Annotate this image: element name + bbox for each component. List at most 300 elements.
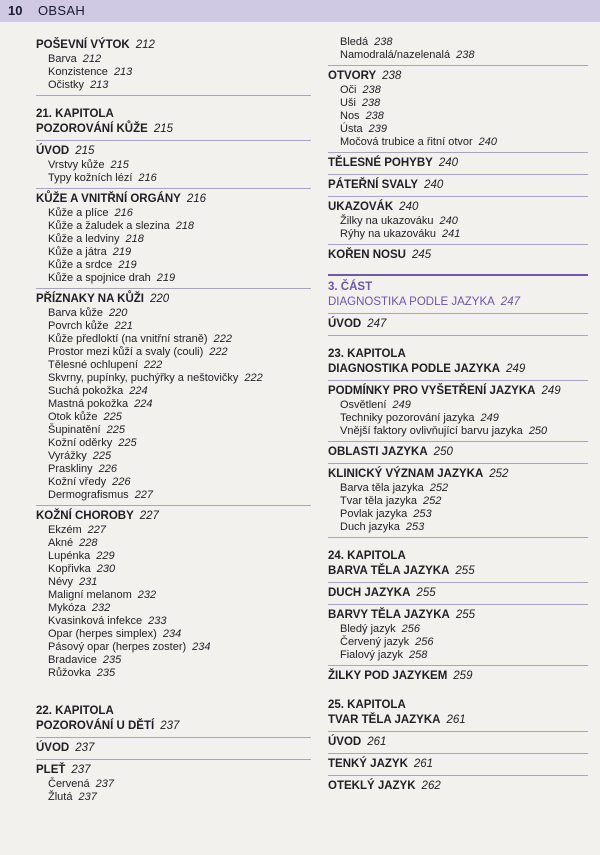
toc-page-number: 240	[478, 136, 498, 148]
toc-entry-title: Névy	[48, 576, 74, 588]
toc-page-number: 255	[455, 565, 475, 577]
toc-page-number: 238	[382, 70, 402, 82]
toc-subentry	[36, 398, 311, 411]
toc-page-number: 252	[489, 468, 509, 480]
toc-page-number: 213	[90, 79, 109, 91]
toc-page-number: 219	[118, 259, 137, 271]
toc-section	[328, 608, 588, 666]
toc-subentry	[36, 576, 311, 589]
toc-page-number: 261	[413, 758, 434, 770]
toc-heading	[328, 69, 588, 84]
toc-entry-title: Bledý jazyk	[340, 623, 396, 635]
toc-entry-title: 21. KAPITOLA	[36, 108, 114, 120]
toc-subentry	[328, 136, 588, 149]
toc-subentry	[328, 649, 588, 662]
toc-chapter-title	[36, 719, 311, 734]
toc-entry-title: Kůže a spojnice drah	[48, 272, 151, 284]
toc-page-number: 258	[408, 649, 428, 661]
toc-subentry	[36, 524, 311, 537]
toc-entry-title: Lupénka	[48, 550, 91, 562]
toc-entry-title: Techniky pozorování jazyka	[340, 412, 475, 424]
toc-entry-title: Oči	[340, 84, 357, 96]
toc-subentry	[328, 521, 588, 534]
section-spacer	[36, 99, 311, 107]
toc-page-number: 256	[415, 636, 434, 648]
toc-page-number: 233	[148, 615, 167, 627]
toc-entry-title: ŽILKY POD JAZYKEM	[328, 670, 448, 682]
toc-page-number: 249	[392, 399, 411, 411]
toc-page-number: 222	[244, 372, 263, 384]
toc-entry-title: Bledá	[340, 36, 369, 48]
toc-page-number: 221	[114, 320, 133, 332]
toc-subentry	[36, 589, 311, 602]
toc-subentry	[36, 489, 311, 502]
toc-section	[36, 292, 311, 506]
toc-entry-title: Tvar těla jazyka	[340, 495, 418, 507]
toc-heading	[328, 467, 588, 482]
toc-page-number: 212	[135, 39, 155, 51]
toc-page-number: 224	[129, 385, 148, 397]
toc-section	[328, 549, 588, 583]
toc-subentry	[36, 233, 311, 246]
toc-entry-title: Bradavice	[48, 654, 97, 666]
toc-subentry	[36, 463, 311, 476]
toc-heading	[36, 509, 311, 524]
toc-entry-title: DIAGNOSTIKA PODLE JAZYKA	[328, 363, 501, 375]
toc-page-number: 235	[102, 654, 122, 666]
toc-subentry	[36, 246, 311, 259]
toc-entry-title: Kůže a ledviny	[48, 233, 120, 245]
toc-page-number: 218	[175, 220, 195, 232]
toc-chapter-title	[328, 549, 588, 564]
page-number: 10	[8, 3, 23, 18]
toc-heading	[328, 735, 588, 750]
toc-entry-title: Barva kůže	[48, 307, 104, 319]
toc-entry-title: 3. ČÁST	[328, 281, 373, 293]
toc-entry-title: Ekzém	[48, 524, 82, 536]
toc-entry-title: Suchá pokožka	[48, 385, 124, 397]
toc-entry-title: Skvrny, pupínky, puchýřky a neštovičky	[48, 372, 239, 384]
toc-section	[36, 38, 311, 96]
toc-page-number: 219	[112, 246, 132, 258]
toc-column-right	[328, 36, 588, 800]
toc-entry-title: Kůže a plíce	[48, 207, 109, 219]
toc-page-number: 237	[75, 742, 95, 754]
toc-subentry	[328, 97, 588, 110]
toc-subentry	[36, 411, 311, 424]
toc-subentry	[36, 159, 311, 172]
toc-entry-title: ÚVOD	[36, 145, 70, 157]
toc-subentry	[328, 49, 588, 62]
toc-chapter-title	[328, 280, 588, 295]
toc-entry-title: 23. KAPITOLA	[328, 348, 406, 360]
toc-subentry	[328, 482, 588, 495]
toc-subentry	[328, 110, 588, 123]
toc-section	[328, 274, 588, 314]
toc-section	[328, 586, 588, 605]
toc-entry-title: BARVA TĚLA JAZYKA	[328, 565, 450, 577]
toc-entry-title: Barva těla jazyka	[340, 482, 424, 494]
toc-section	[328, 757, 588, 776]
toc-heading	[328, 757, 588, 772]
toc-page-number: 216	[114, 207, 133, 219]
toc-entry-title: TVAR TĚLA JAZYKA	[328, 714, 441, 726]
toc-entry-title: DUCH JAZYKA	[328, 587, 411, 599]
toc-subentry	[36, 320, 311, 333]
toc-entry-title: Prostor mezi kůží a svaly (couli)	[48, 346, 204, 358]
toc-heading	[328, 669, 588, 684]
toc-entry-title: Růžovka	[48, 667, 91, 679]
toc-page-number: 249	[480, 412, 499, 424]
toc-entry-title: Nos	[340, 110, 360, 122]
toc-page-number: 225	[118, 437, 137, 449]
toc-page-number: 250	[433, 446, 453, 458]
toc-section	[328, 200, 588, 245]
toc-entry-title: Mastná pokožka	[48, 398, 129, 410]
toc-section	[328, 445, 588, 464]
toc-subentry	[36, 259, 311, 272]
toc-entry-title: Konzistence	[48, 66, 108, 78]
toc-subentry	[328, 495, 588, 508]
toc-chapter-title	[36, 107, 311, 122]
toc-section	[36, 107, 311, 141]
toc-page-number: 241	[442, 228, 461, 240]
toc-section	[328, 248, 588, 266]
section-spacer	[328, 690, 588, 698]
toc-subentry	[328, 623, 588, 636]
toc-subentry	[36, 372, 311, 385]
toc-subentry	[36, 207, 311, 220]
toc-page-number: 227	[134, 489, 154, 501]
toc-page-number: 227	[139, 510, 159, 522]
toc-heading	[328, 384, 588, 399]
toc-section	[36, 144, 311, 189]
toc-entry-title: Vnější faktory ovlivňující barvu jazyka	[340, 425, 523, 437]
toc-entry-title: TENKÝ JAZYK	[328, 758, 408, 770]
toc-chapter-title	[328, 347, 588, 362]
toc-page-number: 240	[399, 201, 419, 213]
toc-chapter-title	[328, 698, 588, 713]
toc-page-number: 218	[125, 233, 144, 245]
toc-heading	[328, 779, 588, 794]
toc-page-number: 228	[79, 537, 98, 549]
toc-entry-title: POŠEVNÍ VÝTOK	[36, 39, 130, 51]
toc-subentry	[36, 450, 311, 463]
toc-page-number: 237	[71, 764, 91, 776]
toc-heading	[328, 178, 588, 193]
toc-entry-title: Maligní melanom	[48, 589, 132, 601]
toc-entry-title: Vyrážky	[48, 450, 87, 462]
toc-subentry	[328, 425, 588, 438]
toc-entry-title: Očistky	[48, 79, 85, 91]
toc-entry-title: OTVORY	[328, 70, 377, 82]
toc-entry-title: Žilky na ukazováku	[340, 215, 434, 227]
toc-section	[36, 192, 311, 289]
toc-page-number: 259	[453, 670, 473, 682]
toc-section	[328, 779, 588, 797]
toc-subentry	[36, 359, 311, 372]
toc-entry-title: Červený jazyk	[340, 636, 410, 648]
toc-chapter-title	[36, 122, 311, 137]
toc-entry-title: DIAGNOSTIKA PODLE JAZYKA	[328, 296, 495, 308]
toc-subentry	[36, 79, 311, 92]
toc-heading	[36, 741, 311, 756]
toc-entry-title: KLINICKÝ VÝZNAM JAZYKA	[328, 468, 484, 480]
toc-page-number: 247	[500, 296, 520, 308]
toc-subentry	[36, 563, 311, 576]
toc-entry-title: Uši	[340, 97, 356, 109]
toc-page-number: 238	[362, 84, 381, 96]
toc-page-number: 255	[416, 587, 436, 599]
toc-subentry	[36, 66, 311, 79]
toc-section	[328, 178, 588, 197]
toc-entry-title: ÚVOD	[328, 736, 362, 748]
toc-page-number: 226	[112, 476, 131, 488]
toc-entry-title: PÁTEŘNÍ SVALY	[328, 179, 419, 191]
toc-page-number: 216	[186, 193, 207, 205]
toc-entry-title: Ústa	[340, 123, 363, 135]
toc-section	[328, 669, 588, 687]
toc-entry-title: Tělesné ochlupení	[48, 359, 138, 371]
toc-page-number: 229	[96, 550, 115, 562]
toc-heading	[328, 317, 588, 332]
toc-page-number: 212	[82, 53, 102, 65]
toc-subentry	[36, 602, 311, 615]
toc-entry-title: TĚLESNÉ POHYBY	[328, 157, 433, 169]
toc-subentry	[328, 228, 588, 241]
toc-page-number: 240	[438, 157, 458, 169]
toc-entry-title: Barva	[48, 53, 77, 65]
toc-page-number: 253	[413, 508, 432, 520]
toc-page-number: 240	[424, 179, 444, 191]
toc-page-number: 225	[106, 424, 125, 436]
section-spacer	[328, 541, 588, 549]
toc-heading	[328, 608, 588, 623]
toc-entry-title: ÚVOD	[328, 318, 362, 330]
toc-entry-title: Namodralá/nazelenalá	[340, 49, 451, 61]
toc-subentry	[36, 667, 311, 680]
toc-heading	[36, 292, 311, 307]
toc-entry-title: KOŽNÍ CHOROBY	[36, 510, 134, 522]
toc-section	[328, 36, 588, 66]
toc-subentry	[36, 307, 311, 320]
toc-section	[328, 735, 588, 754]
toc-entry-title: Akné	[48, 537, 74, 549]
toc-page-number: 219	[156, 272, 176, 284]
toc-heading	[36, 192, 311, 207]
toc-subentry	[36, 385, 311, 398]
toc-entry-title: Vrstvy kůže	[48, 159, 105, 171]
toc-entry-title: Otok kůže	[48, 411, 98, 423]
toc-entry-title: OTEKLÝ JAZYK	[328, 780, 416, 792]
toc-subentry	[36, 615, 311, 628]
toc-entry-title: 25. KAPITOLA	[328, 699, 406, 711]
toc-page-number: 225	[92, 450, 112, 462]
toc-subentry	[328, 399, 588, 412]
toc-page-number: 222	[209, 346, 228, 358]
toc-entry-title: Duch jazyka	[340, 521, 400, 533]
toc-section	[328, 69, 588, 153]
toc-entry-title: Kůže a srdce	[48, 259, 113, 271]
toc-entry-title: Kůže a játra	[48, 246, 107, 258]
toc-chapter-title	[328, 295, 588, 310]
toc-chapter-title	[36, 704, 311, 719]
toc-subentry	[36, 476, 311, 489]
toc-entry-title: Rýhy na ukazováku	[340, 228, 436, 240]
toc-entry-title: ÚVOD	[36, 742, 70, 754]
toc-entry-title: Praskliny	[48, 463, 93, 475]
toc-heading	[36, 763, 311, 778]
toc-subentry	[328, 123, 588, 136]
toc-entry-title: Typy kožních lézí	[48, 172, 133, 184]
toc-page-number: 261	[367, 736, 387, 748]
toc-page-number: 215	[153, 123, 173, 135]
toc-section	[328, 384, 588, 442]
section-spacer	[36, 686, 311, 704]
toc-subentry	[328, 412, 588, 425]
toc-page-number: 224	[134, 398, 153, 410]
toc-page-number: 245	[411, 249, 432, 261]
toc-page-number: 261	[446, 714, 466, 726]
toc-page-number: 222	[213, 333, 232, 345]
toc-page-number: 222	[143, 359, 163, 371]
section-spacer	[328, 339, 588, 347]
toc-entry-title: Kůže a žaludek a slezina	[48, 220, 170, 232]
toc-section	[328, 156, 588, 175]
toc-page-number: 249	[541, 385, 561, 397]
toc-page-number: 215	[110, 159, 129, 171]
toc-entry-title: KOŘEN NOSU	[328, 249, 406, 261]
toc-page-number: 238	[361, 97, 381, 109]
toc-subentry	[36, 791, 311, 804]
toc-page-number: 220	[149, 293, 170, 305]
toc-entry-title: Mykóza	[48, 602, 86, 614]
toc-entry-title: Šupinatění	[48, 424, 101, 436]
toc-entry-title: UKAZOVÁK	[328, 201, 394, 213]
toc-page-number: 238	[456, 49, 475, 61]
toc-heading	[328, 248, 588, 263]
toc-chapter-title	[328, 564, 588, 579]
toc-page-number: 253	[405, 521, 425, 533]
toc-page-number: 231	[79, 576, 98, 588]
toc-page-number: 238	[365, 110, 384, 122]
toc-entry-title: PŘÍZNAKY NA KŮŽI	[36, 293, 144, 305]
toc-subentry	[36, 220, 311, 233]
toc-entry-title: Kožní vředy	[48, 476, 107, 488]
toc-subentry	[36, 654, 311, 667]
toc-chapter-title	[328, 362, 588, 377]
toc-entry-title: Žlutá	[48, 791, 73, 803]
toc-heading	[328, 200, 588, 215]
toc-page-number: 239	[368, 123, 387, 135]
toc-column-left	[36, 36, 311, 810]
toc-subentry	[36, 537, 311, 550]
toc-heading	[328, 586, 588, 601]
toc-subentry	[36, 550, 311, 563]
toc-subentry	[36, 272, 311, 285]
toc-entry-title: POZOROVÁNÍ U DĚTÍ	[36, 720, 155, 732]
toc-entry-title: Červená	[48, 778, 90, 790]
toc-subentry	[36, 333, 311, 346]
toc-page-number: 250	[528, 425, 548, 437]
toc-entry-title: Kůže předloktí (na vnitřní straně)	[48, 333, 208, 345]
header-title: OBSAH	[38, 3, 86, 18]
toc-entry-title: POZOROVÁNÍ KŮŽE	[36, 123, 148, 135]
toc-subentry	[36, 53, 311, 66]
toc-section	[328, 698, 588, 732]
toc-page-number: 226	[98, 463, 117, 475]
toc-entry-title: OBLASTI JAZYKA	[328, 446, 428, 458]
toc-entry-title: Opar (herpes simplex)	[48, 628, 157, 640]
toc-subentry	[36, 424, 311, 437]
toc-subentry	[328, 84, 588, 97]
toc-heading	[36, 38, 311, 53]
toc-entry-title: Pásový opar (herpes zoster)	[48, 641, 187, 653]
toc-entry-title: 22. KAPITOLA	[36, 705, 114, 717]
toc-page-number: 237	[160, 720, 180, 732]
toc-subentry	[36, 641, 311, 654]
toc-page-number: 252	[429, 482, 449, 494]
toc-entry-title: Močová trubice a řitní otvor	[340, 136, 473, 148]
toc-page-number: 237	[78, 791, 97, 803]
toc-page-number: 255	[455, 609, 476, 621]
toc-entry-title: Kožní oděrky	[48, 437, 113, 449]
toc-entry-title: Osvětlení	[340, 399, 387, 411]
toc-page-number: 262	[421, 780, 441, 792]
toc-subentry	[328, 636, 588, 649]
toc-page-number: 249	[506, 363, 526, 375]
toc-page-number: 232	[91, 602, 111, 614]
toc-section	[36, 741, 311, 760]
toc-entry-title: PODMÍNKY PRO VYŠETŘENÍ JAZYKA	[328, 385, 536, 397]
toc-page-number: 216	[138, 172, 157, 184]
toc-entry-title: PLEŤ	[36, 764, 66, 776]
toc-section	[328, 347, 588, 381]
toc-page-number: 225	[103, 411, 122, 423]
toc-page-number: 213	[113, 66, 133, 78]
toc-page-number: 238	[374, 36, 393, 48]
toc-subentry	[36, 172, 311, 185]
toc-chapter-title	[328, 713, 588, 728]
toc-page-number: 227	[87, 524, 106, 536]
toc-heading	[328, 445, 588, 460]
toc-subentry	[36, 346, 311, 359]
toc-section	[328, 317, 588, 336]
toc-entry-title: Dermografismus	[48, 489, 129, 501]
toc-subentry	[328, 215, 588, 228]
toc-entry-title: Kvasinková infekce	[48, 615, 143, 627]
toc-page-number: 252	[423, 495, 442, 507]
toc-page-number: 240	[439, 215, 458, 227]
toc-section	[36, 704, 311, 738]
toc-subentry	[36, 628, 311, 641]
toc-subentry	[36, 778, 311, 791]
toc-page-number: 230	[96, 563, 116, 575]
toc-entry-title: Kopřivka	[48, 563, 91, 575]
page-header	[0, 0, 600, 22]
toc-entry-title: Povlak jazyka	[340, 508, 408, 520]
toc-subentry	[36, 437, 311, 450]
toc-page-number: 215	[75, 145, 95, 157]
toc-subentry	[328, 36, 588, 49]
toc-page-number: 256	[401, 623, 420, 635]
toc-page-number: 247	[367, 318, 387, 330]
toc-entry-title: BARVY TĚLA JAZYKA	[328, 609, 450, 621]
toc-entry-title: Povrch kůže	[48, 320, 109, 332]
toc-subentry	[328, 508, 588, 521]
toc-section	[36, 509, 311, 683]
toc-page-number: 235	[96, 667, 116, 679]
